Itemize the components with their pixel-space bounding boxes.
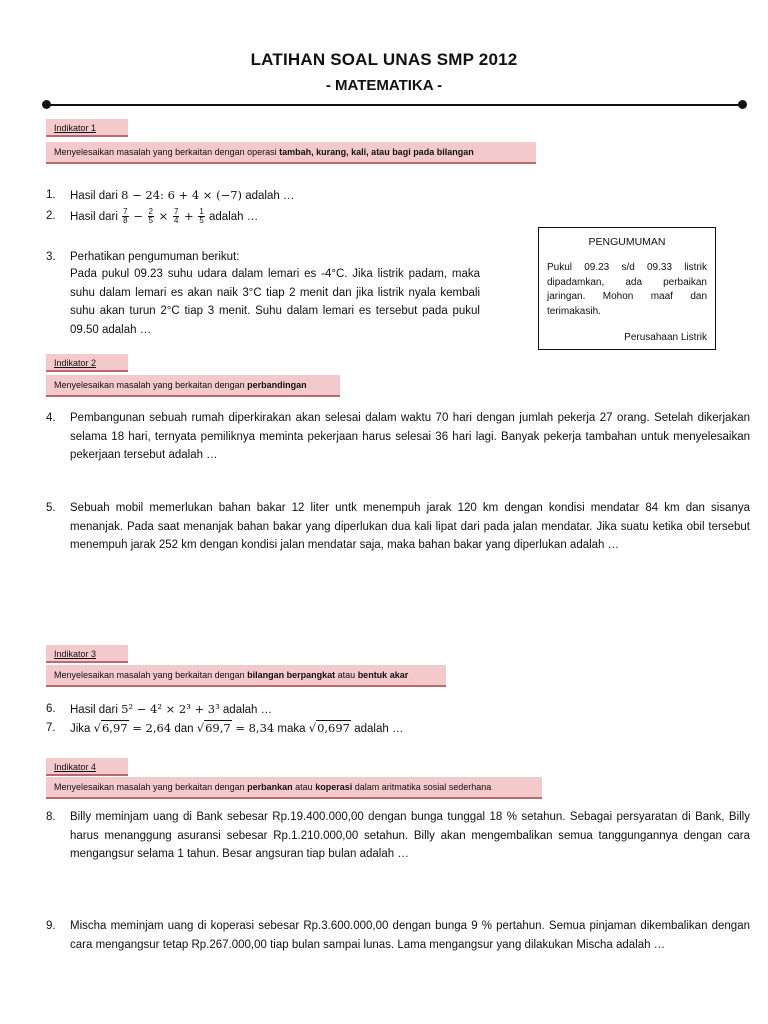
header-rule bbox=[46, 104, 742, 106]
indicator-1-desc: Menyelesaikan masalah yang berkaitan dengan operasi tambah, kurang, kali, atau bagi pada bilangan bbox=[46, 142, 536, 164]
indicator-1-label: Indikator 1 bbox=[46, 119, 128, 137]
indicator-4-desc: Menyelesaikan masalah yang berkaitan dengan perbankan atau koperasi dalam aritmatika sosial sederhana bbox=[46, 777, 542, 799]
announcement-box bbox=[538, 227, 716, 350]
page-subtitle: - MATEMATIKA - bbox=[325, 77, 443, 94]
indicator-4-label: Indikator 4 bbox=[46, 758, 128, 776]
question-5: 5. Sebuah mobil memerlukan bahan bakar 12 liter untk menempuh jarak 120 km dengan kondisi mendatar 84 km dan sisanya menanjak. Pada saat menanjak bahan bakar yang diperlukan dua kali lipat dari pada jalan mendatar. Jika suatu ketika obil tersebut menempuh jarak 252 km dengan kondisi jalan mendatar saja, maka bahan bakar yang diperlukan adalah … bbox=[46, 502, 750, 551]
indicator-3-desc: Menyelesaikan masalah yang berkaitan dengan bilangan berpangkat atau bentuk akar bbox=[46, 665, 446, 687]
indicator-3-label: Indikator 3 bbox=[46, 645, 128, 663]
announcement-body: Pukul 09.23 s/d 09.33 listrik dipadamkan, ada perbaikan jaringan. Mohon maaf dan terimakasih. bbox=[547, 262, 707, 317]
page-title: LATIHAN SOAL UNAS SMP 2012 bbox=[250, 50, 518, 69]
announcement-title: PENGUMUMAN bbox=[588, 236, 666, 248]
question-8: 8. Billy meminjam uang di Bank sebesar Rp.19.400.000,00 dengan bunga tunggal 18 % setahun. Sebagai persyaratan di Bank, Billy harus menanggung asuransi sebesar Rp.1.210.000,00 setahun. Billy akan mengembalikan semua tanggungannya dengan cara mengangsur selama 1 tahun. Besar angsuran tiap bulan adalah … bbox=[46, 811, 750, 860]
indicator-2-desc: Menyelesaikan masalah yang berkaitan dengan perbandingan bbox=[46, 375, 340, 397]
indicator-2-label: Indikator 2 bbox=[46, 354, 128, 372]
announcement-signature: Perusahaan Listrik bbox=[624, 332, 707, 343]
question-4: 4. Pembangunan sebuah rumah diperkirakan akan selesai dalam waktu 70 hari dengan jumlah pekerja 27 orang. Setelah dikerjakan selama 18 hari, ternyata pemiliknya meminta pekerjaan harus selesai 36 hari lagi. Banyak pekerja tambahan untuk menyelesaikan pekerjaan tersebut adalah … bbox=[46, 412, 750, 461]
rule-end-right bbox=[738, 100, 747, 109]
question-3-body: Pada pukul 09.23 suhu udara dalam lemari es -4°C. Jika listrik padam, maka suhu dalam lemari es akan naik 3°C tiap 2 menit dan jika listrik nyala kembali suhu akan turun 2°C tiap 3 menit. Suhu dalam lemari es tersebut pada pukul 09.50 adalah … bbox=[70, 268, 480, 336]
question-9: 9. Mischa meminjam uang di koperasi sebesar Rp.3.600.000,00 dengan bunga 9 % pertahun. Semua pinjaman dikembalikan dengan cara mengangsur tetap Rp.267.000,00 tiap bulan sampai lunas. Lama mengangsur yang dilakukan Mischa adalah … bbox=[46, 920, 750, 951]
